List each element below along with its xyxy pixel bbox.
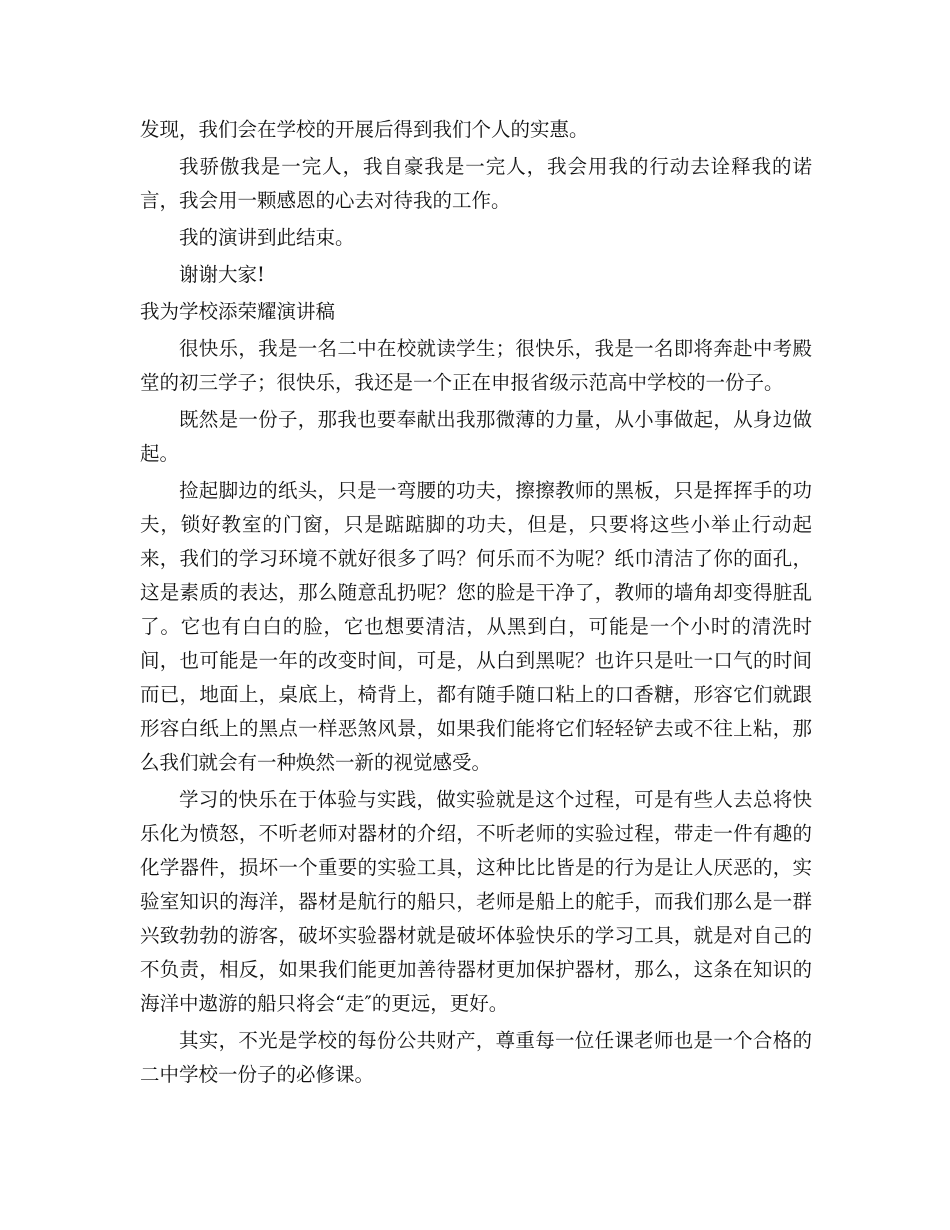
- paragraph-cleanliness: 捡起脚边的纸头，只是一弯腰的功夫，擦擦教师的黑板，只是挥挥手的功夫，锁好教室的门窗，只是踮踮脚的功夫，但是，只要将这些小举止行动起来，我们的学习环境不就好很多了吗？何乐而不为呢？纸巾清洁了你的面孔，这是素质的表达，那么随意乱扔呢？您的脸是干净了，教师的墙角却变得脏乱了。它也有白白的脸，它也想要清洁，从黑到白，可能是一个小时的清洗时间，也可能是一年的改变时间，可是，从白到黑呢？也许只是吐一口气的时间而已，地面上，桌底上，椅背上，都有随手随口粘上的口香糖，形容它们就跟形容白纸上的黑点一样恶煞风景，如果我们能将它们轻轻铲去或不往上粘，那么我们就会有一种焕然一新的视觉感受。: [140, 479, 812, 774]
- paragraph-experiments: 学习的快乐在于体验与实践，做实验就是这个过程，可是有些人去总将快乐化为愤怒，不听老师对器材的介绍，不听老师的实验过程，带走一件有趣的化学器件，损坏一个重要的实验工具，这种比比皆是的行为是让人厌恶的，实验室知识的海洋，器材是航行的船只，老师是船上的舵手，而我们那么是一群兴致勃勃的游客，破坏实验器材就是破坏体验快乐的学习工具，就是对自己的不负责，相反，如果我们能更加善待器材更加保护器材，那么，这条在知识的海洋中遨游的船只将会“走″的更远，更好。: [140, 788, 812, 1015]
- paragraph-small-things: 既然是一份子，那我也要奉献出我那微薄的力量，从小事做起，从身边做起。: [140, 408, 812, 465]
- paragraph-respect-teachers: 其实，不光是学校的每份公共财产，尊重每一位任课老师也是一个合格的二中学校一份子的必修课。: [140, 1029, 812, 1086]
- paragraph-speech-end: 我的演讲到此结束。: [179, 226, 355, 249]
- paragraph-continuation: 发现，我们会在学校的开展后得到我们个人的实惠。: [140, 118, 589, 141]
- section-title: 我为学校添荣耀演讲稿: [140, 300, 336, 323]
- paragraph-pride: 我骄傲我是一完人，我自豪我是一完人，我会用我的行动去诠释我的诺言，我会用一颗感恩的心去对待我的工作。: [140, 155, 812, 212]
- paragraph-intro: 很快乐，我是一名二中在校就读学生；很快乐，我是一名即将奔赴中考殿堂的初三学子；很快乐，我还是一个正在申报省级示范高中学校的一份子。: [140, 337, 812, 394]
- document-body: [140, 113, 812, 1095]
- paragraph-thanks: 谢谢大家!: [179, 263, 265, 286]
